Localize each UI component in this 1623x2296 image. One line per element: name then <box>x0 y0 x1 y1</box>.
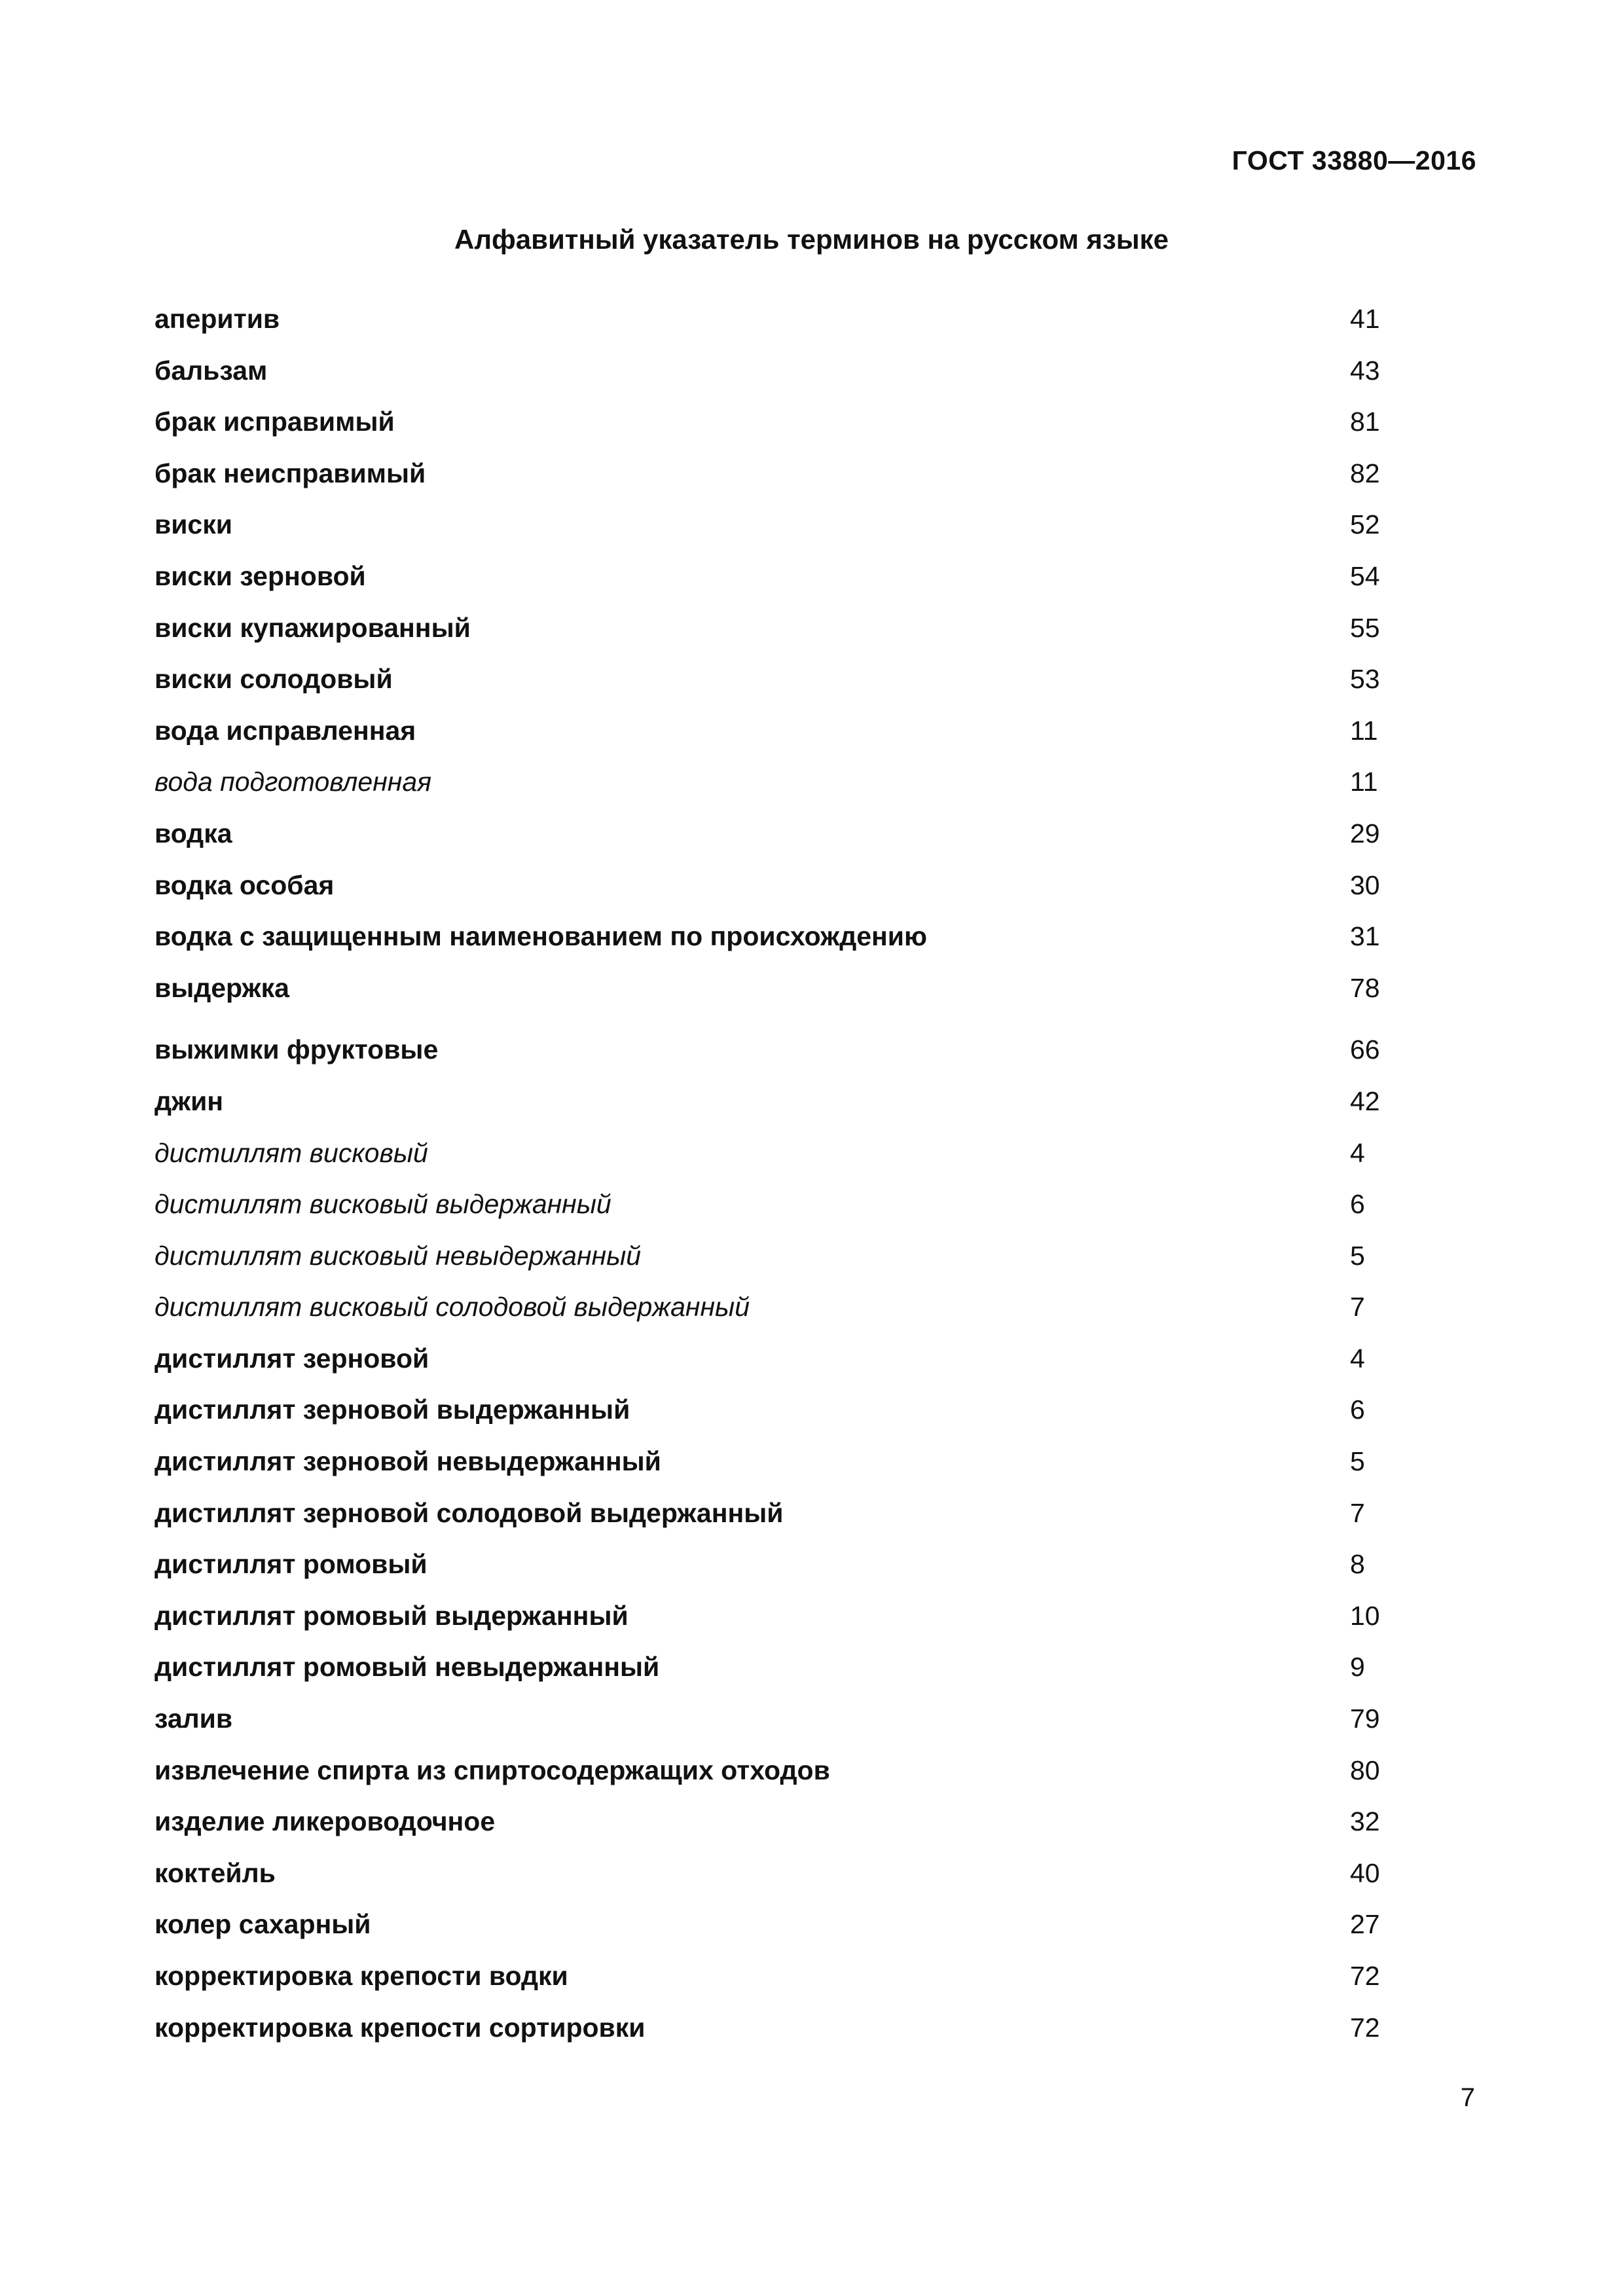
index-entry <box>155 612 1392 664</box>
index-term-number: 6 <box>1350 1189 1365 1220</box>
index-entry <box>155 1188 1392 1240</box>
index-term-number: 79 <box>1350 1704 1380 1734</box>
index-entry <box>155 1394 1392 1446</box>
index-term: корректировка крепости сортировки <box>155 2012 646 2043</box>
index-term-number: 55 <box>1350 612 1380 643</box>
index-term: выдержка <box>155 972 289 1003</box>
index-entry <box>155 1908 1392 1960</box>
index-term: дистиллят ромовый <box>155 1549 428 1580</box>
index-term-number: 7 <box>1350 1292 1365 1322</box>
index-entry <box>155 458 1392 509</box>
index-entry <box>155 1600 1392 1652</box>
index-term-number: 4 <box>1350 1343 1365 1374</box>
index-entry <box>155 1034 1392 1085</box>
index-entry <box>155 1755 1392 1806</box>
index-entry <box>155 2012 1392 2064</box>
index-entry <box>155 303 1392 355</box>
index-term: дистиллят висковый выдержанный <box>155 1189 611 1220</box>
index-term-number: 9 <box>1350 1652 1365 1683</box>
index-term-number: 66 <box>1350 1034 1380 1065</box>
index-entry <box>155 663 1392 715</box>
index-term: аперитив <box>155 304 280 334</box>
index-term: водка <box>155 818 232 848</box>
index-term-number: 78 <box>1350 972 1380 1003</box>
index-term-number: 5 <box>1350 1240 1365 1271</box>
index-entry <box>155 766 1392 818</box>
term-index-list <box>155 303 1392 2063</box>
index-term: джин <box>155 1085 224 1116</box>
index-term-number: 82 <box>1350 458 1380 488</box>
index-term: брак неисправимый <box>155 458 426 488</box>
index-entry <box>155 715 1392 767</box>
index-term-number: 41 <box>1350 304 1380 334</box>
index-term: колер сахарный <box>155 1909 371 1940</box>
index-title: Алфавитный указатель терминов на русском языке <box>454 224 1169 255</box>
index-term: водка с защищенным наименованием по происхождению <box>155 921 928 952</box>
index-entry <box>155 1085 1392 1137</box>
index-term: брак исправимый <box>155 407 395 437</box>
index-term: залив <box>155 1704 233 1734</box>
index-term-number: 43 <box>1350 355 1380 386</box>
index-term: бальзам <box>155 355 268 386</box>
index-entry <box>155 920 1392 972</box>
index-entry <box>155 1240 1392 1292</box>
index-entry <box>155 509 1392 560</box>
index-term: виски <box>155 509 232 540</box>
index-entry <box>155 1343 1392 1394</box>
index-term: дистиллят ромовый выдержанный <box>155 1600 629 1631</box>
index-entry <box>155 1806 1392 1857</box>
index-term: изделие ликероводочное <box>155 1806 496 1837</box>
index-entry <box>155 818 1392 869</box>
index-term: корректировка крепости водки <box>155 1961 568 1991</box>
index-term-number: 11 <box>1350 715 1378 746</box>
index-term: выжимки фруктовые <box>155 1034 439 1065</box>
index-entry <box>155 1137 1392 1189</box>
page-number: 7 <box>1460 2083 1475 2112</box>
index-term-number: 8 <box>1350 1549 1365 1580</box>
index-entry <box>155 869 1392 921</box>
index-term-number: 29 <box>1350 818 1380 848</box>
index-term-number: 80 <box>1350 1755 1380 1785</box>
index-term: дистиллят ромовый невыдержанный <box>155 1652 660 1683</box>
index-term-number: 7 <box>1350 1497 1365 1528</box>
index-term: дистиллят висковый невыдержанный <box>155 1240 642 1271</box>
index-term-number: 11 <box>1350 767 1378 797</box>
index-term-number: 6 <box>1350 1394 1365 1425</box>
index-term: водка особая <box>155 869 335 900</box>
index-term-number: 10 <box>1350 1600 1380 1631</box>
index-entry <box>155 1651 1392 1703</box>
index-term-number: 40 <box>1350 1857 1380 1888</box>
index-term: дистиллят висковый <box>155 1137 428 1168</box>
index-entry <box>155 972 1392 1024</box>
index-term-number: 53 <box>1350 664 1380 695</box>
index-term-number: 30 <box>1350 869 1380 900</box>
index-term-number: 31 <box>1350 921 1380 952</box>
index-term: дистиллят зерновой выдержанный <box>155 1394 630 1425</box>
index-term-number: 72 <box>1350 2012 1380 2043</box>
index-entry <box>155 1548 1392 1600</box>
index-term-number: 42 <box>1350 1085 1380 1116</box>
index-term: вода подготовленная <box>155 767 432 797</box>
index-term: извлечение спирта из спиртосодержащих отходов <box>155 1755 830 1785</box>
index-entry <box>155 1857 1392 1909</box>
index-term: виски солодовый <box>155 664 393 695</box>
index-term-number: 81 <box>1350 407 1380 437</box>
index-entry <box>155 406 1392 458</box>
index-term-number: 5 <box>1350 1446 1365 1477</box>
index-entry <box>155 560 1392 612</box>
index-term-number: 52 <box>1350 509 1380 540</box>
index-term: дистиллят зерновой <box>155 1343 429 1374</box>
index-term: дистиллят зерновой солодовой выдержанный <box>155 1497 784 1528</box>
index-term-number: 72 <box>1350 1961 1380 1991</box>
index-entry <box>155 1703 1392 1755</box>
index-term: дистиллят зерновой невыдержанный <box>155 1446 661 1477</box>
index-entry <box>155 1291 1392 1343</box>
index-entry <box>155 1960 1392 2012</box>
index-entry <box>155 1497 1392 1549</box>
index-term-number: 27 <box>1350 1909 1380 1940</box>
index-term: дистиллят висковый солодовой выдержанный <box>155 1292 750 1322</box>
index-term: виски зерновой <box>155 560 366 591</box>
index-term-number: 4 <box>1350 1137 1365 1168</box>
index-term: вода исправленная <box>155 715 416 746</box>
document-code: ГОСТ 33880—2016 <box>1231 145 1476 175</box>
index-entry <box>155 1446 1392 1497</box>
index-entry <box>155 355 1392 407</box>
index-term-number: 32 <box>1350 1806 1380 1837</box>
index-term: коктейль <box>155 1857 276 1888</box>
index-term: виски купажированный <box>155 612 471 643</box>
index-term-number: 54 <box>1350 560 1380 591</box>
